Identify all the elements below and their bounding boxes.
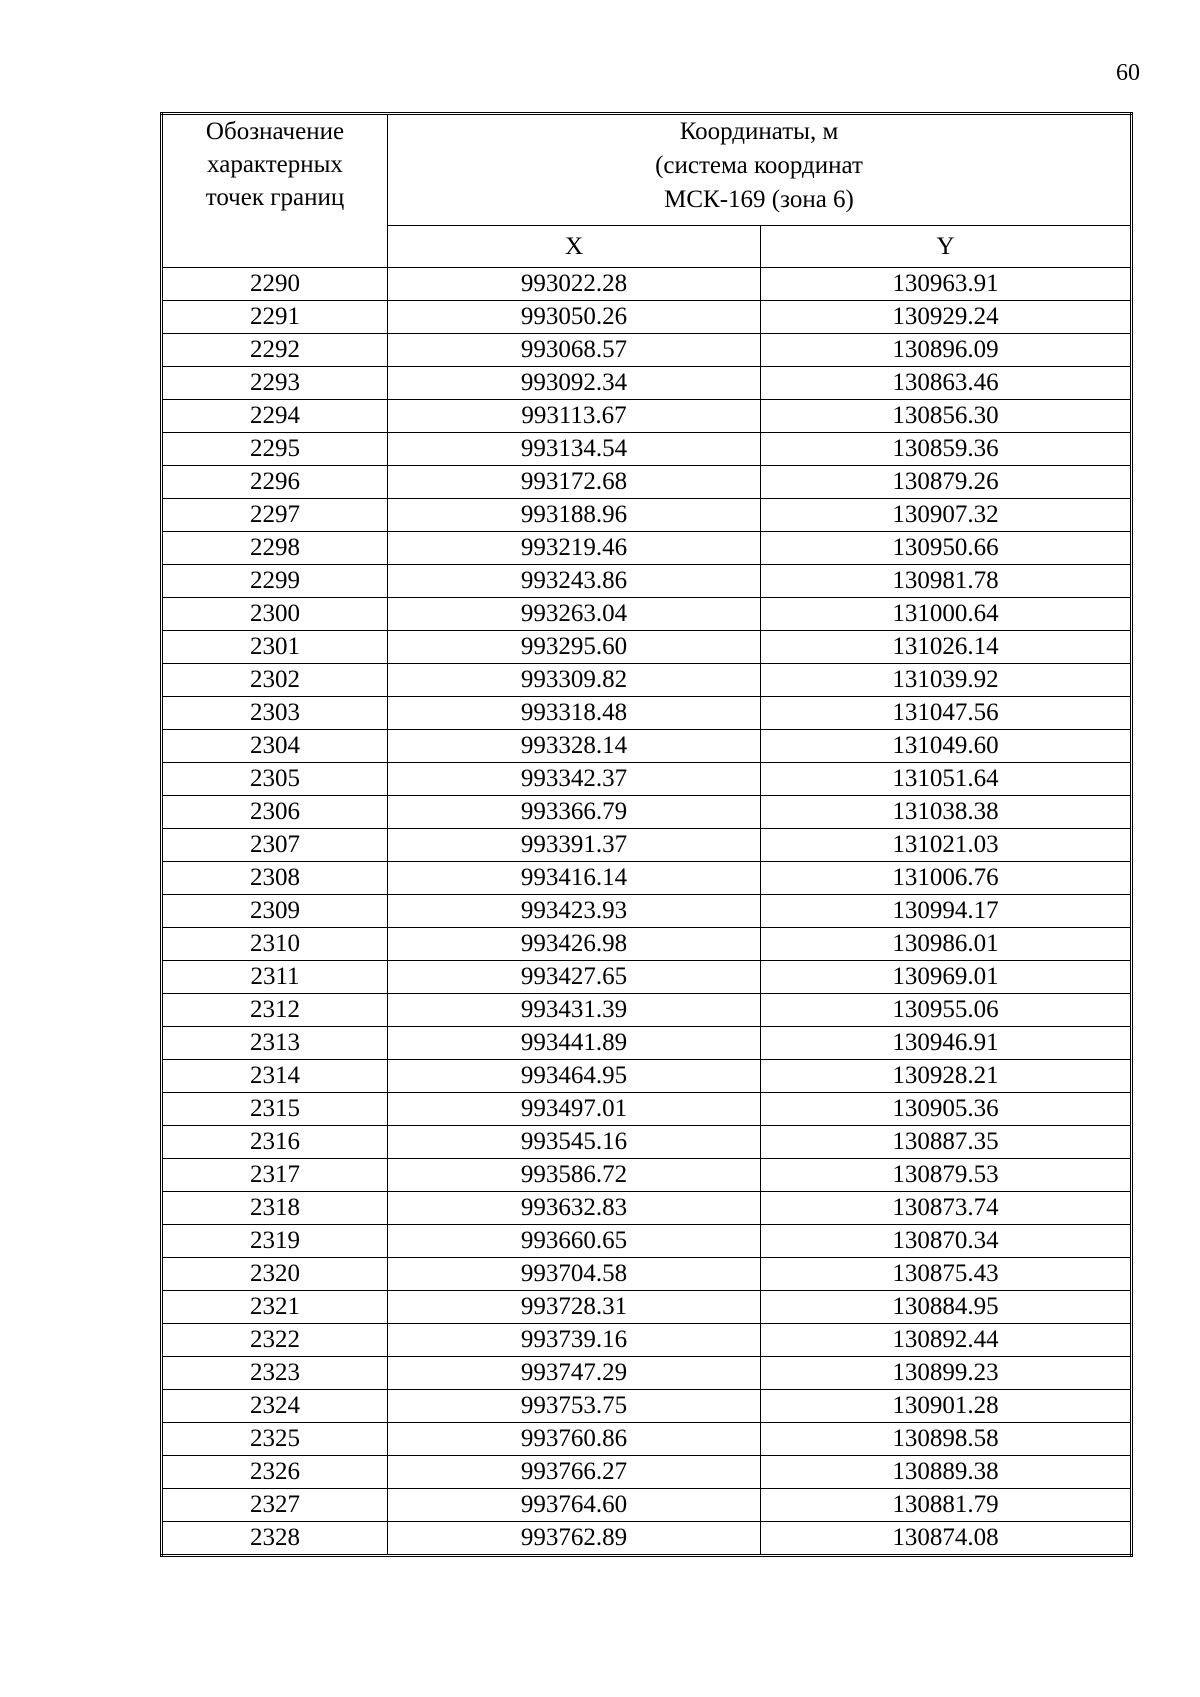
- cell-y: 130901.28: [761, 1390, 1132, 1423]
- cell-y: 131021.03: [761, 829, 1132, 862]
- header-x: X: [388, 226, 761, 268]
- cell-y: 130884.95: [761, 1291, 1132, 1324]
- cell-y: 130856.30: [761, 400, 1132, 433]
- cell-y: 131026.14: [761, 631, 1132, 664]
- cell-y: 131000.64: [761, 598, 1132, 631]
- cell-x: 993172.68: [388, 466, 761, 499]
- cell-point: 2302: [162, 664, 388, 697]
- cell-x: 993766.27: [388, 1456, 761, 1489]
- cell-point: 2321: [162, 1291, 388, 1324]
- cell-x: 993050.26: [388, 301, 761, 334]
- cell-y: 130905.36: [761, 1093, 1132, 1126]
- cell-x: 993441.89: [388, 1027, 761, 1060]
- cell-point: 2298: [162, 532, 388, 565]
- cell-point: 2314: [162, 1060, 388, 1093]
- cell-x: 993660.65: [388, 1225, 761, 1258]
- cell-x: 993366.79: [388, 796, 761, 829]
- cell-y: 131051.64: [761, 763, 1132, 796]
- cell-point: 2310: [162, 928, 388, 961]
- cell-y: 131006.76: [761, 862, 1132, 895]
- header-y: Y: [761, 226, 1132, 268]
- coordinates-table: [160, 112, 1133, 1557]
- cell-x: 993295.60: [388, 631, 761, 664]
- table-row: [162, 829, 1132, 862]
- cell-point: 2305: [162, 763, 388, 796]
- cell-point: 2323: [162, 1357, 388, 1390]
- cell-x: 993586.72: [388, 1159, 761, 1192]
- cell-x: 993134.54: [388, 433, 761, 466]
- cell-x: 993328.14: [388, 730, 761, 763]
- cell-y: 130887.35: [761, 1126, 1132, 1159]
- cell-point: 2325: [162, 1423, 388, 1456]
- cell-point: 2311: [162, 961, 388, 994]
- cell-x: 993092.34: [388, 367, 761, 400]
- cell-point: 2319: [162, 1225, 388, 1258]
- cell-point: 2296: [162, 466, 388, 499]
- table-row: [162, 1126, 1132, 1159]
- table-row: [162, 697, 1132, 730]
- cell-point: 2324: [162, 1390, 388, 1423]
- cell-point: 2326: [162, 1456, 388, 1489]
- cell-x: 993545.16: [388, 1126, 761, 1159]
- cell-point: 2304: [162, 730, 388, 763]
- table-row: [162, 1159, 1132, 1192]
- cell-x: 993423.93: [388, 895, 761, 928]
- cell-x: 993068.57: [388, 334, 761, 367]
- cell-y: 130950.66: [761, 532, 1132, 565]
- cell-point: 2309: [162, 895, 388, 928]
- cell-point: 2322: [162, 1324, 388, 1357]
- cell-point: 2328: [162, 1522, 388, 1556]
- table-row: [162, 928, 1132, 961]
- cell-x: 993309.82: [388, 664, 761, 697]
- cell-x: 993760.86: [388, 1423, 761, 1456]
- cell-x: 993762.89: [388, 1522, 761, 1556]
- table-row: [162, 1423, 1132, 1456]
- cell-y: 131038.38: [761, 796, 1132, 829]
- table-row: [162, 631, 1132, 664]
- cell-y: 131039.92: [761, 664, 1132, 697]
- table-row: [162, 1390, 1132, 1423]
- cell-point: 2308: [162, 862, 388, 895]
- cell-x: 993427.65: [388, 961, 761, 994]
- cell-x: 993704.58: [388, 1258, 761, 1291]
- table-row: [162, 862, 1132, 895]
- cell-point: 2290: [162, 268, 388, 301]
- cell-y: 130889.38: [761, 1456, 1132, 1489]
- table-row: [162, 1093, 1132, 1126]
- cell-y: 130896.09: [761, 334, 1132, 367]
- table-row: [162, 961, 1132, 994]
- cell-x: 993464.95: [388, 1060, 761, 1093]
- cell-point: 2306: [162, 796, 388, 829]
- table-row: [162, 895, 1132, 928]
- table-row: [162, 400, 1132, 433]
- cell-point: 2295: [162, 433, 388, 466]
- cell-y: 130994.17: [761, 895, 1132, 928]
- table-body: [162, 268, 1132, 1556]
- table-row: [162, 1489, 1132, 1522]
- cell-y: 130875.43: [761, 1258, 1132, 1291]
- cell-point: 2316: [162, 1126, 388, 1159]
- cell-y: 130928.21: [761, 1060, 1132, 1093]
- cell-point: 2297: [162, 499, 388, 532]
- cell-x: 993426.98: [388, 928, 761, 961]
- cell-x: 993753.75: [388, 1390, 761, 1423]
- cell-x: 993747.29: [388, 1357, 761, 1390]
- table-row: [162, 532, 1132, 565]
- table-row: [162, 664, 1132, 697]
- cell-y: 130929.24: [761, 301, 1132, 334]
- cell-x: 993416.14: [388, 862, 761, 895]
- table-row: [162, 796, 1132, 829]
- cell-point: 2293: [162, 367, 388, 400]
- cell-point: 2303: [162, 697, 388, 730]
- cell-x: 993632.83: [388, 1192, 761, 1225]
- cell-y: 130879.53: [761, 1159, 1132, 1192]
- cell-point: 2294: [162, 400, 388, 433]
- table-row: [162, 598, 1132, 631]
- cell-y: 130899.23: [761, 1357, 1132, 1390]
- table-row: [162, 1225, 1132, 1258]
- cell-y: 130859.36: [761, 433, 1132, 466]
- cell-point: 2307: [162, 829, 388, 862]
- table-row: [162, 1522, 1132, 1556]
- cell-x: 993022.28: [388, 268, 761, 301]
- cell-point: 2317: [162, 1159, 388, 1192]
- table-row: [162, 367, 1132, 400]
- cell-y: 130969.01: [761, 961, 1132, 994]
- table-row: [162, 1258, 1132, 1291]
- cell-point: 2327: [162, 1489, 388, 1522]
- table-row: [162, 994, 1132, 1027]
- cell-point: 2318: [162, 1192, 388, 1225]
- table-row: [162, 1324, 1132, 1357]
- cell-y: 130892.44: [761, 1324, 1132, 1357]
- cell-y: 131047.56: [761, 697, 1132, 730]
- cell-y: 130955.06: [761, 994, 1132, 1027]
- table-row: [162, 1291, 1132, 1324]
- table-row: [162, 301, 1132, 334]
- cell-point: 2299: [162, 565, 388, 598]
- cell-y: 130881.79: [761, 1489, 1132, 1522]
- table-header: [162, 114, 1132, 268]
- cell-y: 130863.46: [761, 367, 1132, 400]
- cell-x: 993728.31: [388, 1291, 761, 1324]
- cell-x: 993431.39: [388, 994, 761, 1027]
- cell-point: 2320: [162, 1258, 388, 1291]
- cell-x: 993739.16: [388, 1324, 761, 1357]
- cell-x: 993497.01: [388, 1093, 761, 1126]
- cell-point: 2312: [162, 994, 388, 1027]
- cell-y: 130946.91: [761, 1027, 1132, 1060]
- cell-x: 993188.96: [388, 499, 761, 532]
- cell-x: 993219.46: [388, 532, 761, 565]
- cell-y: 130986.01: [761, 928, 1132, 961]
- table-row: [162, 1060, 1132, 1093]
- table-row: [162, 565, 1132, 598]
- cell-point: 2300: [162, 598, 388, 631]
- table-row: [162, 1456, 1132, 1489]
- cell-point: 2292: [162, 334, 388, 367]
- cell-x: 993243.86: [388, 565, 761, 598]
- table-row: [162, 499, 1132, 532]
- header-points-label: Обозначение характерных точек границ: [162, 114, 388, 268]
- header-coords-label: Координаты, м (система координат МСК-169 (зона 6): [388, 114, 1132, 226]
- cell-x: 993113.67: [388, 400, 761, 433]
- cell-y: 130870.34: [761, 1225, 1132, 1258]
- page-number: 60: [1116, 60, 1140, 86]
- table-row: [162, 268, 1132, 301]
- cell-y: 130874.08: [761, 1522, 1132, 1556]
- cell-y: 130907.32: [761, 499, 1132, 532]
- cell-x: 993342.37: [388, 763, 761, 796]
- cell-point: 2291: [162, 301, 388, 334]
- cell-y: 131049.60: [761, 730, 1132, 763]
- cell-x: 993263.04: [388, 598, 761, 631]
- cell-y: 130981.78: [761, 565, 1132, 598]
- table-row: [162, 466, 1132, 499]
- table-row: [162, 763, 1132, 796]
- cell-point: 2315: [162, 1093, 388, 1126]
- cell-y: 130879.26: [761, 466, 1132, 499]
- cell-point: 2301: [162, 631, 388, 664]
- table-row: [162, 1192, 1132, 1225]
- cell-y: 130963.91: [761, 268, 1132, 301]
- table-row: [162, 433, 1132, 466]
- table-row: [162, 334, 1132, 367]
- table-row: [162, 1357, 1132, 1390]
- cell-point: 2313: [162, 1027, 388, 1060]
- cell-x: 993764.60: [388, 1489, 761, 1522]
- table-row: [162, 730, 1132, 763]
- cell-y: 130873.74: [761, 1192, 1132, 1225]
- table-row: [162, 1027, 1132, 1060]
- cell-y: 130898.58: [761, 1423, 1132, 1456]
- cell-x: 993318.48: [388, 697, 761, 730]
- cell-x: 993391.37: [388, 829, 761, 862]
